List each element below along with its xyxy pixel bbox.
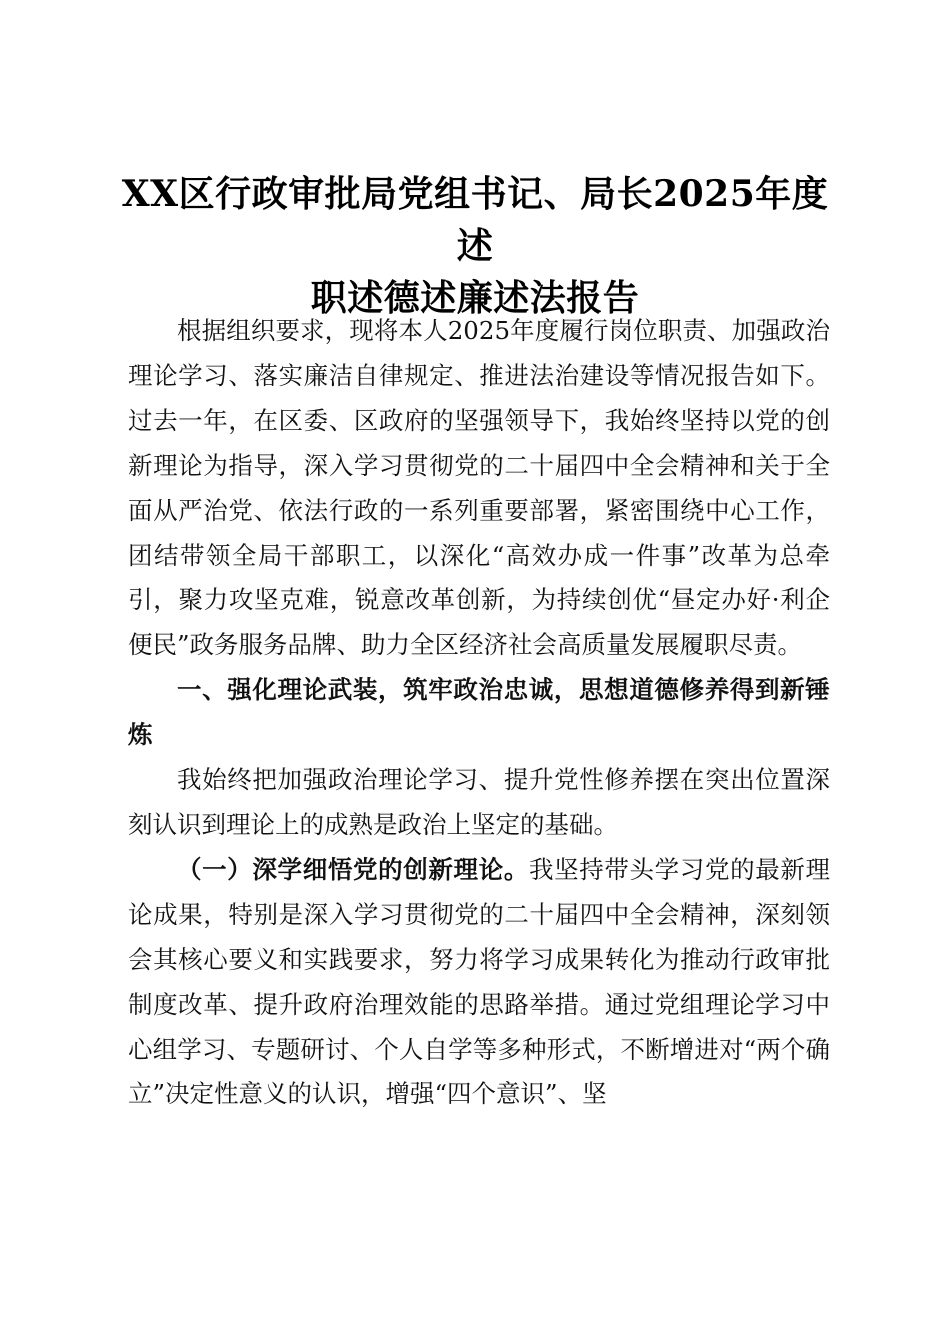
subsection-1-text: 我坚持带头学习党的最新理论成果，特别是深入学习贯彻党的二十届四中全会精神，深刻领会其核心要义和实践要求，努力将学习成果转化为推动行政审批制度改革、提升政府治理效能的思路举措。通过党组理论学习中心组学习、专题研讨、个人自学等多种形式，不断增进对“两个确立”决定性意义的认识，增强“四个意识”、坚: [128, 854, 831, 1109]
title-line-2: 职述德述廉述法报告: [310, 277, 640, 319]
section-heading-1: 一、强化理论武装，筑牢政治忠诚，思想道德修养得到新锤炼: [128, 675, 830, 750]
document-title: [110, 168, 840, 324]
intro-paragraph: 根据组织要求，现将本人2025年度履行岗位职责、加强政治理论学习、落实廉洁自律规定、推进法治建设等情况报告如下。过去一年，在区委、区政府的坚强领导下，我始终坚持以党的创新理论为指导，深入学习贯彻党的二十届四中全会精神和关于全面从严治党、依法行政的一系列重要部署，紧密围绕中心工作，团结带领全局干部职工，以深化“高效办成一件事”改革为总牵引，聚力攻坚克难，锐意改革创新，为持续创优“昼定办好·利企便民”政务服务品牌、助力全区经济社会高质量发展履职尽责。: [128, 316, 830, 660]
title-line-1: XX区行政审批局党组书记、局长2025年度述: [121, 173, 829, 267]
subsection-1-paragraph: [128, 848, 830, 1117]
section-1-paragraph: 我始终把加强政治理论学习、提升党性修养摆在突出位置深刻认识到理论上的成熟是政治上坚定的基础。: [128, 765, 830, 839]
document-body: [128, 309, 830, 1117]
subsection-1-label: （一）深学细悟党的创新理论。: [177, 854, 529, 884]
